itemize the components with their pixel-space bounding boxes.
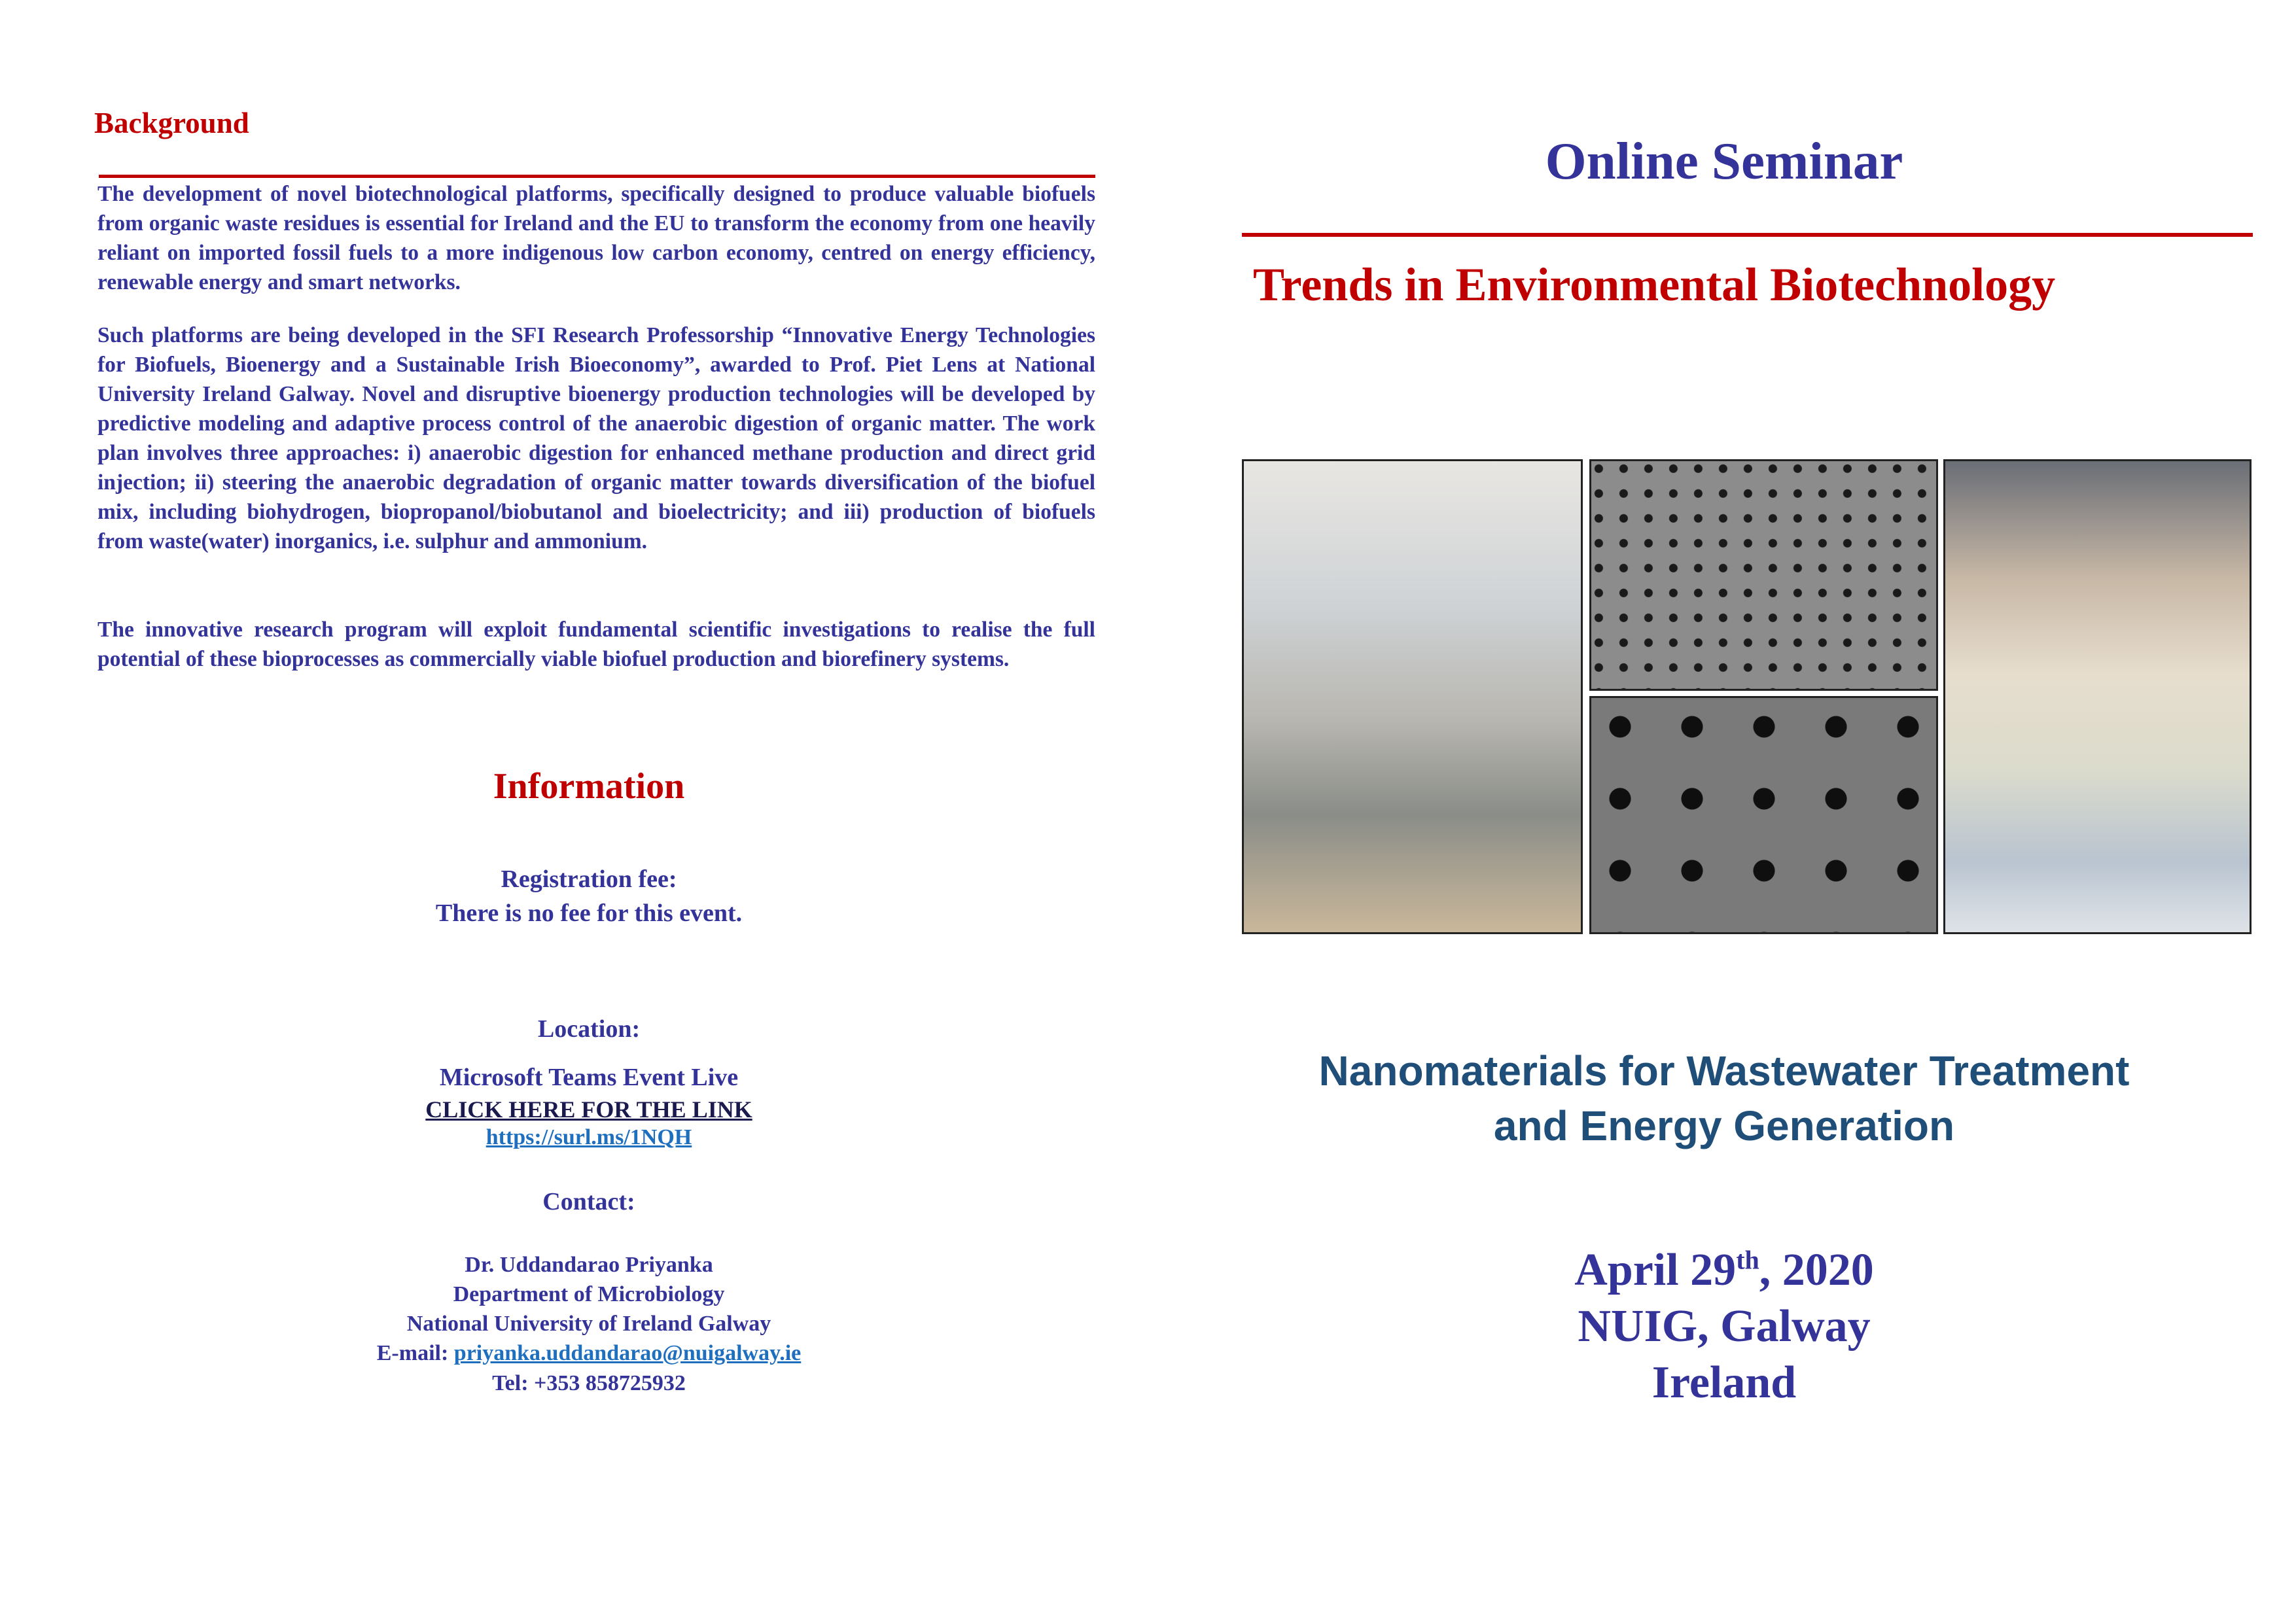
background-paragraph-1: The development of novel biotechnological platforms, specifically designed to produce valuable biofuels from organic waste residues is essential for Ireland and the EU to transform the economy from one heavily reliant on imported fossil fuels to a more indigenous low carbon economy, centred on energy efficiency, renewable energy and smart networks. (97, 182, 1095, 294)
background-heading: Background (94, 107, 249, 139)
registration-fee-label: Registration fee: (501, 865, 677, 893)
event-date-main: April 29 (1574, 1245, 1737, 1295)
location-label: Location: (537, 1015, 641, 1043)
event-venue: NUIG, Galway (1578, 1301, 1871, 1352)
contact-university: National University of Ireland Galway (406, 1312, 771, 1336)
contact-email-line (65, 1341, 1112, 1366)
contact-telephone: Tel: +353 858725932 (492, 1371, 686, 1395)
information-heading: Information (493, 766, 685, 807)
lab-setup-photo (1242, 459, 1583, 934)
event-date (1243, 1244, 2205, 1297)
event-date-suffix-sup: th (1736, 1245, 1759, 1275)
event-url-link[interactable]: https://surl.ms/1NQH (486, 1125, 692, 1149)
contact-name: Dr. Uddandarao Priyanka (465, 1253, 713, 1277)
background-paragraph-3: The innovative research program will exploit fundamental scientific investigations to realise the full potential of these bioprocesses as commercially viable biofuel production and biorefinery systems. (97, 618, 1095, 671)
event-country: Ireland (1651, 1357, 1797, 1408)
contact-label: Contact: (542, 1188, 635, 1215)
seminar-title-line-1: Nanomaterials for Wastewater Treatment (1318, 1047, 2130, 1094)
series-title: Trends in Environmental Biotechnology (1253, 258, 2056, 311)
registration-fee-value: There is no fee for this event. (435, 899, 743, 927)
email-label: E-mail: (376, 1341, 454, 1365)
title-divider (1242, 233, 2253, 237)
email-link[interactable]: priyanka.uddandarao@nuigalway.ie (453, 1341, 802, 1365)
location-value: Microsoft Teams Event Live (439, 1064, 739, 1091)
bioreactor-photo (1943, 459, 2252, 934)
seminar-label: Online Seminar (1545, 131, 1903, 190)
sem-micrograph-photo (1589, 459, 1938, 691)
seminar-title-line-2: and Energy Generation (1493, 1102, 1955, 1149)
contact-department: Department of Microbiology (453, 1282, 725, 1306)
background-divider (99, 175, 1095, 178)
event-link[interactable]: CLICK HERE FOR THE LINK (425, 1096, 752, 1123)
event-date-year: , 2020 (1759, 1245, 1874, 1295)
background-paragraph-2: Such platforms are being developed in the SFI Research Professorship “Innovative Energy Technologies for Biofuels, Bioenergy and a Sustainable Irish Bioeconomy”, awarded to Prof. Piet Lens at National University Ireland Galway. Novel and disruptive bioenergy production technologies will be developed by predictive modeling and adaptive process control of the anaerobic digestion of organic matter. The work plan involves three approaches: i) anaerobic digestion for enhanced methane production and direct grid injection; ii) steering the anaerobic degradation of organic matter towards diversification of the biofuel mix, including biohydrogen, biopropanol/biobutanol and bioelectricity; and iii) production of biofuels from waste(water) inorganics, i.e. sulphur and ammonium. (97, 323, 1095, 553)
sem-micrograph-closeup-photo (1589, 696, 1938, 934)
